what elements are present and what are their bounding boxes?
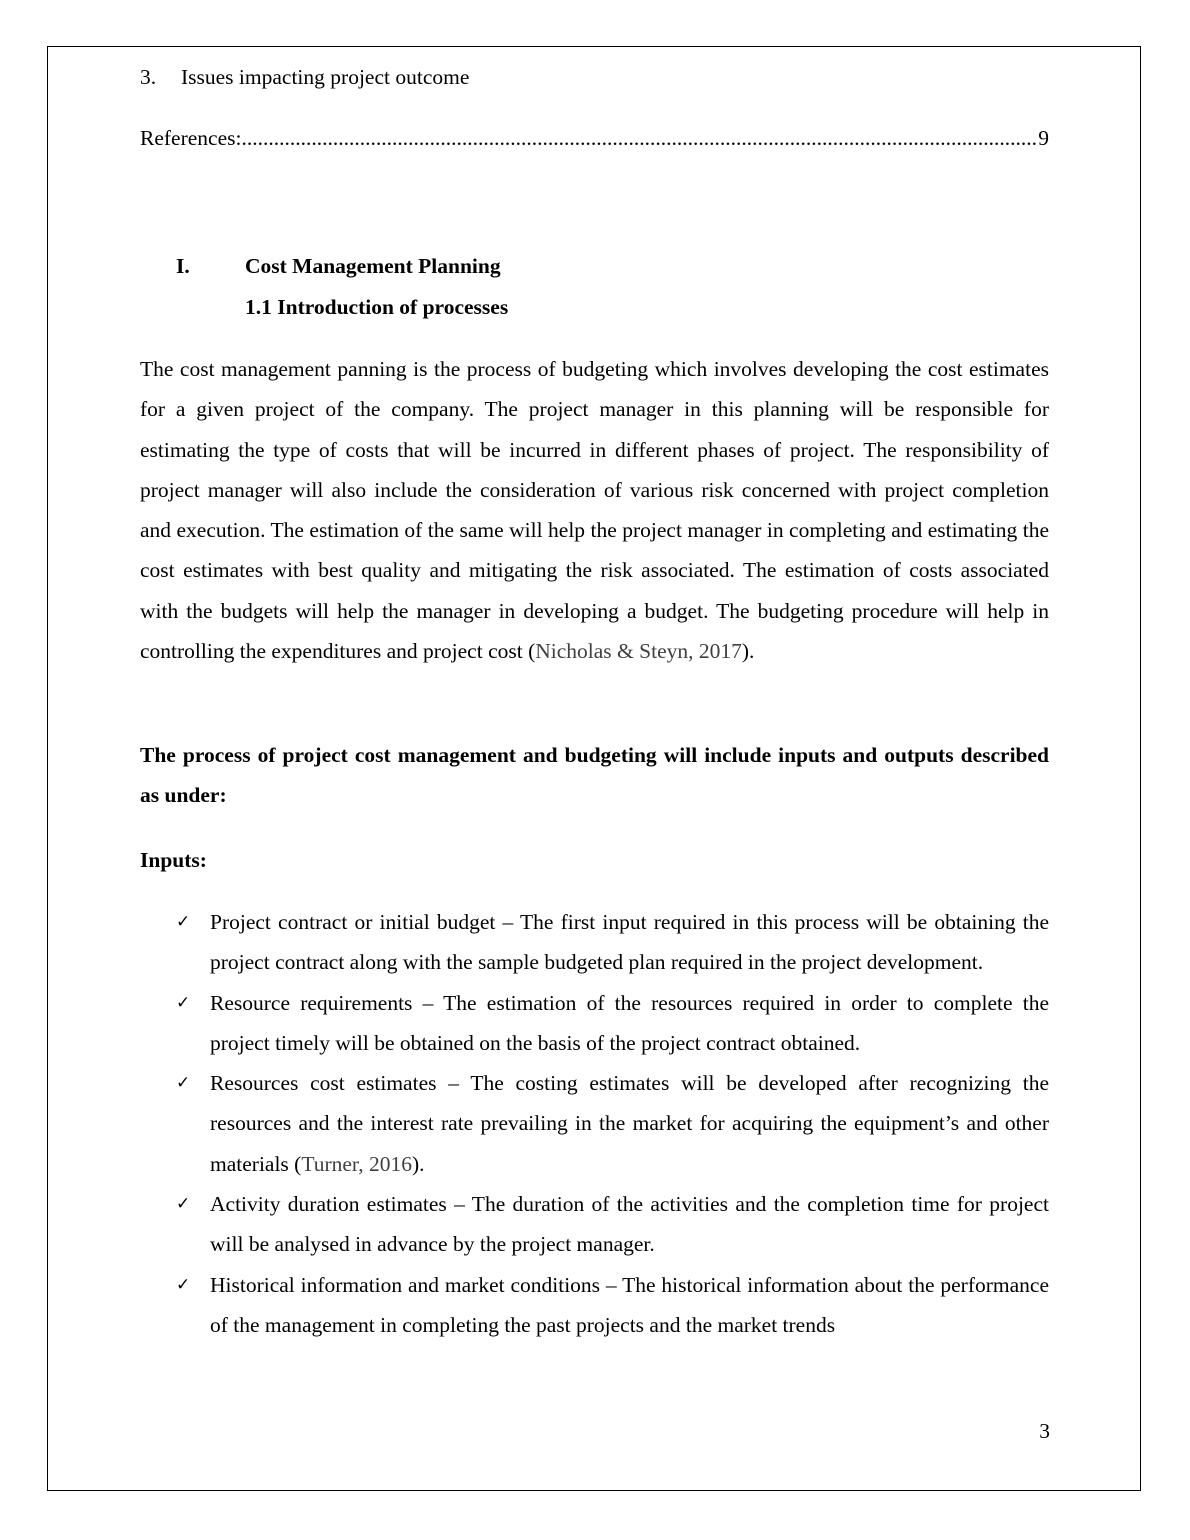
checkmark-icon: ✓ bbox=[176, 1274, 191, 1295]
list-item bbox=[176, 983, 1049, 1064]
checkmark-icon: ✓ bbox=[176, 1073, 191, 1094]
list-item-body: Historical information and market conditions – The historical information about the performance of the management in completing the past projects and the market trends bbox=[210, 1272, 1049, 1337]
checkmark-icon: ✓ bbox=[176, 912, 191, 932]
list-item-text bbox=[210, 1063, 1049, 1184]
section-heading bbox=[176, 246, 501, 286]
intro-citation: Nicholas & Steyn, 2017 bbox=[535, 639, 742, 664]
toc-leader-dots bbox=[241, 118, 1038, 158]
list-item bbox=[176, 1265, 1049, 1346]
inputs-list bbox=[176, 902, 1049, 1345]
toc-references-label: References: bbox=[140, 126, 242, 150]
section-title: Cost Management Planning bbox=[245, 254, 501, 278]
list-item-after: ). bbox=[411, 1151, 425, 1176]
list-item-body: Resources cost estimates – The costing estimates will be developed after recognizing the resources and the interest rate prevailing in the market for acquiring the equipment’s and other materials ( bbox=[210, 1071, 1049, 1176]
inputs-heading: Inputs: bbox=[140, 848, 207, 872]
section-roman-numeral: I. bbox=[176, 254, 190, 278]
toc-entry-number: 3. bbox=[140, 65, 157, 89]
list-item bbox=[176, 1063, 1049, 1184]
checkmark-icon: ✓ bbox=[176, 1194, 191, 1215]
list-item-text bbox=[210, 902, 1049, 983]
list-item-text bbox=[210, 983, 1049, 1064]
toc-references-page: 9 bbox=[1038, 126, 1049, 150]
list-item bbox=[176, 1184, 1049, 1265]
intro-text: The cost management panning is the process of budgeting which involves developing the cost estimates for a given project of the company. The project manager in this planning will be responsible for estimating the type of costs that will be incurred in different phases of project. The responsibility of project manager will also include the consideration of various risk concerned with project completion and execution. The estimation of the same will help the project manager in completing and estimating the cost estimates with best quality and mitigating the risk associated. The estimation of costs associated with the budgets will help the manager in developing a budget. The budgeting procedure will help in controlling the expenditures and project cost ( bbox=[140, 357, 1049, 664]
list-item-text bbox=[210, 1184, 1049, 1265]
list-item-text bbox=[210, 1265, 1049, 1346]
list-item bbox=[176, 902, 1049, 983]
list-item-body: Project contract or initial budget – The first input required in this process will be obtaining the project contract along with the sample budgeted plan required in the project development. bbox=[210, 910, 1049, 975]
list-item-body: Activity duration estimates – The duration of the activities and the completion time for project will be analysed in advance by the project manager. bbox=[210, 1192, 1049, 1257]
list-item-body: Resource requirements – The estimation of the resources required in order to complete the project timely will be obtained on the basis of the project contract obtained. bbox=[210, 990, 1049, 1055]
toc-entry-references[interactable] bbox=[140, 118, 1049, 158]
list-item-citation: Turner, 2016 bbox=[301, 1151, 412, 1176]
intro-paragraph bbox=[140, 349, 1049, 671]
subsection-heading: 1.1 Introduction of processes bbox=[245, 295, 509, 319]
intro-after: ). bbox=[741, 639, 755, 664]
toc-entry-3[interactable] bbox=[140, 57, 840, 97]
page-number: 3 bbox=[1039, 1419, 1050, 1443]
checkmark-icon: ✓ bbox=[176, 992, 191, 1013]
toc-entry-label: Issues impacting project outcome bbox=[181, 65, 470, 89]
process-heading: The process of project cost management and budgeting will include inputs and outputs described as under: bbox=[140, 743, 1049, 808]
